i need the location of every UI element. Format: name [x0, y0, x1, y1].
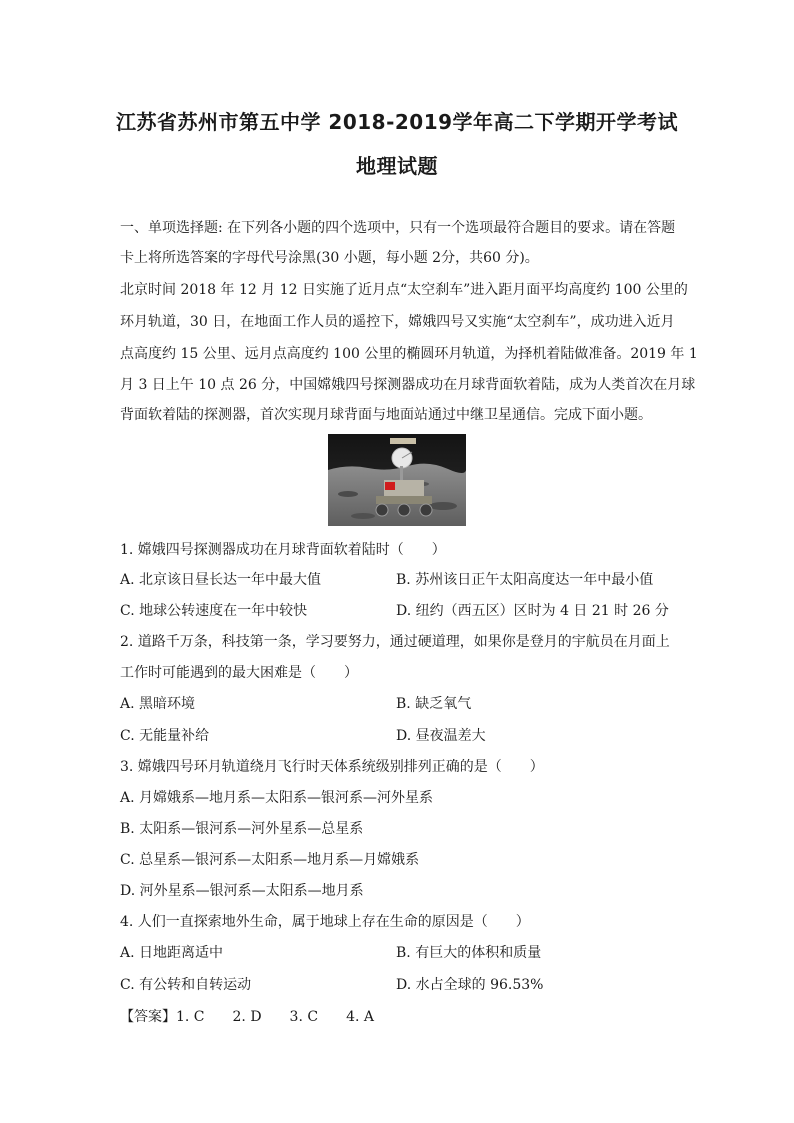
exam-title: 江苏省苏州市第五中学 2018-2019学年高二下学期开学考试: [115, 110, 679, 134]
question-4-option-b: B. 有巨大的体积和质量: [396, 945, 542, 961]
question-2-option-c: C. 无能量补给: [120, 728, 210, 744]
question-2-stem-line-1: 2. 道路千万条，科技第一条，学习要努力，通过硬道理，如果你是登月的宇航员在月面上: [120, 634, 670, 650]
lunar-rover-photo: [328, 434, 466, 526]
question-4-option-c: C. 有公转和自转运动: [120, 977, 252, 993]
question-1-stem: 1. 嫦娥四号探测器成功在月球背面软着陆时（ ）: [120, 542, 446, 558]
question-4-stem: 4. 人们一直探索地外生命，属于地球上存在生命的原因是（ ）: [120, 914, 530, 930]
question-3-option-d: D. 河外星系—银河系—太阳系—地月系: [120, 883, 364, 899]
question-2-option-d: D. 昼夜温差大: [396, 728, 486, 744]
question-4-option-d: D. 水占全球的 96.53%: [396, 977, 544, 993]
question-1-option-c: C. 地球公转速度在一年中较快: [120, 603, 308, 619]
question-3-option-b: B. 太阳系—银河系—河外星系—总星系: [120, 821, 364, 837]
question-3-option-a: A. 月嫦娥系—地月系—太阳系—银河系—河外星系: [120, 790, 434, 806]
passage-line-3: 点高度约 15 公里、远月点高度约 100 公里的椭圆环月轨道，为择机着陆做准备。2019 年 1: [120, 346, 698, 362]
question-3-stem: 3. 嫦娥四号环月轨道绕月飞行时天体系统级别排列正确的是（ ）: [120, 759, 544, 775]
question-2-option-b: B. 缺乏氧气: [396, 696, 472, 712]
passage-line-1: 北京时间 2018 年 12 月 12 日实施了近月点“太空刹车”进入距月面平均高度约 100 公里的: [120, 282, 688, 298]
instructions-line-2: 卡上将所选答案的字母代号涂黑(30 小题，每小题 2分，共60 分)。: [120, 250, 539, 266]
instructions-line-1: 一、单项选择题: 在下列各小题的四个选项中，只有一个选项最符合题目的要求。请在答题: [120, 220, 676, 236]
question-2-stem-line-2: 工作时可能遇到的最大困难是（ ）: [120, 665, 358, 681]
question-1-option-a: A. 北京该日昼长达一年中最大值: [120, 572, 322, 588]
passage-line-4: 月 3 日上午 10 点 26 分，中国嫦娥四号探测器成功在月球背面软着陆，成为人类首次在月球: [120, 377, 696, 393]
question-3-option-c: C. 总星系—银河系—太阳系—地月系—月嫦娥系: [120, 852, 420, 868]
question-1-option-d: D. 纽约（西五区）区时为 4 日 21 时 26 分: [396, 603, 669, 619]
answer-key: 【答案】1. C 2. D 3. C 4. A: [120, 1009, 374, 1025]
question-4-option-a: A. 日地距离适中: [120, 945, 224, 961]
question-1-option-b: B. 苏州该日正午太阳高度达一年中最小值: [396, 572, 654, 588]
question-2-option-a: A. 黑暗环境: [120, 696, 196, 712]
passage-line-2: 环月轨道，30 日，在地面工作人员的遥控下，嫦娥四号又实施“太空刹车”，成功进入近月: [120, 314, 675, 330]
exam-subtitle: 地理试题: [356, 154, 438, 178]
passage-line-5: 背面软着陆的探测器，首次实现月球背面与地面站通过中继卫星通信。完成下面小题。: [120, 407, 652, 423]
